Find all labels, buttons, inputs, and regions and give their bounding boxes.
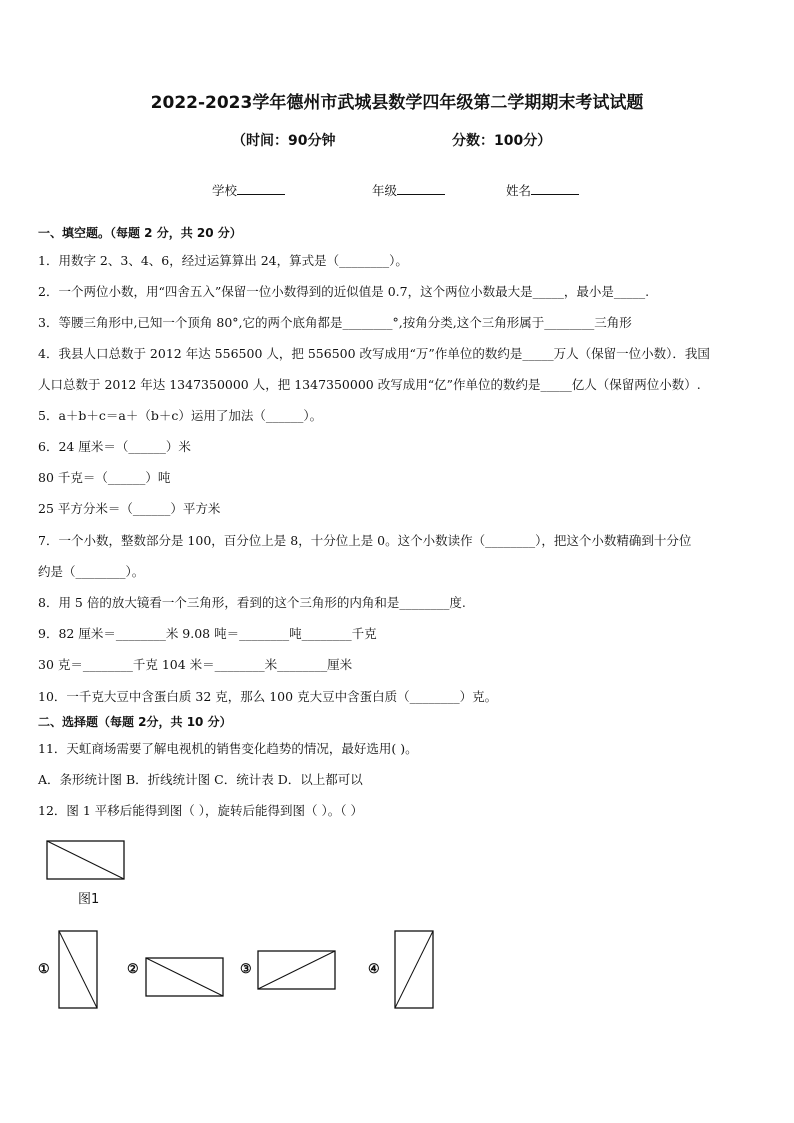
- option-1-label: ①: [38, 962, 50, 977]
- option-4-label: ④: [368, 962, 380, 977]
- grade-label: 年级: [372, 183, 398, 198]
- question-7-line-1: 7．一个小数，整数部分是 100，百分位上是 8，十分位上是 0。这个小数读作（________），把这个小数精确到十分位: [38, 533, 692, 548]
- question-3: 3．等腰三角形中,已知一个顶角 80°,它的两个底角都是________°,按角分类,这个三角形属于________三角形: [38, 315, 632, 330]
- school-label: 学校: [212, 183, 238, 198]
- question-4-line-1: 4．我县人口总数于 2012 年达 556500 人，把 556500 改写成用“万”作单位的数约是_____万人（保留一位小数）．我国: [38, 346, 710, 361]
- option-2-label: ②: [127, 962, 139, 977]
- option-3-rectangle: [257, 950, 337, 992]
- figure-1-rectangle: [46, 840, 126, 882]
- question-9-line-1: 9．82 厘米＝________米 9.08 吨＝________吨________千克: [38, 626, 377, 641]
- name-label: 姓名: [506, 183, 532, 198]
- question-8: 8．用 5 倍的放大镜看一个三角形，看到的这个三角形的内角和是________度.: [38, 595, 466, 610]
- name-blank: [531, 182, 579, 195]
- question-5: 5．a＋b＋c＝a＋（b＋c）运用了加法（______）。: [38, 408, 323, 423]
- exam-title: 2022-2023学年德州市武城县数学四年级第二学期期末考试试题: [150, 93, 644, 113]
- total-score: 分数：100分）: [452, 133, 552, 149]
- question-12: 12．图 1 平移后能得到图（ ），旋转后能得到图（ ）。（ ）: [38, 803, 363, 818]
- question-11-options: A．条形统计图 B．折线统计图 C．统计表 D．以上都可以: [38, 772, 363, 787]
- option-1-rectangle: [58, 930, 100, 1010]
- school-field: [212, 181, 285, 199]
- section-fill-blank-heading: 一、填空题。（每题 2 分，共 20 分）: [38, 226, 242, 240]
- question-6-line-1: 6．24 厘米＝（______）米: [38, 439, 191, 454]
- option-3-label: ③: [240, 962, 252, 977]
- grade-field: [372, 181, 445, 199]
- question-2: 2．一个两位小数，用“四舍五入”保留一位小数得到的近似值是 0.7，这个两位小数最大是_____，最小是_____.: [38, 284, 650, 299]
- question-6-line-2: 80 千克＝（______）吨: [38, 470, 171, 485]
- question-7-line-2: 约是（________）。: [38, 564, 145, 579]
- name-field: [506, 181, 579, 199]
- question-6-line-3: 25 平方分米＝（______）平方米: [38, 501, 221, 516]
- option-4-rectangle: [394, 930, 436, 1010]
- grade-blank: [397, 182, 445, 195]
- figure-1-caption: 图1: [78, 892, 100, 907]
- option-2-rectangle: [145, 957, 225, 999]
- question-11: 11．天虹商场需要了解电视机的销售变化趋势的情况，最好选用( )。: [38, 741, 418, 756]
- section-choice-heading: 二、选择题（每题 2分，共 10 分）: [38, 715, 232, 729]
- question-1: 1．用数字 2、3、4、6，经过运算算出 24，算式是（________）。: [38, 253, 408, 268]
- question-9-line-2: 30 克＝________千克 104 米＝________米________厘米: [38, 657, 353, 672]
- question-4-line-2: 人口总数于 2012 年达 1347350000 人，把 1347350000 改写成用“亿”作单位的数约是_____亿人（保留两位小数）.: [38, 377, 701, 392]
- school-blank: [237, 182, 285, 195]
- time-limit: （时间：90分钟: [232, 133, 336, 149]
- question-10: 10．一千克大豆中含蛋白质 32 克，那么 100 克大豆中含蛋白质（________）克。: [38, 689, 498, 704]
